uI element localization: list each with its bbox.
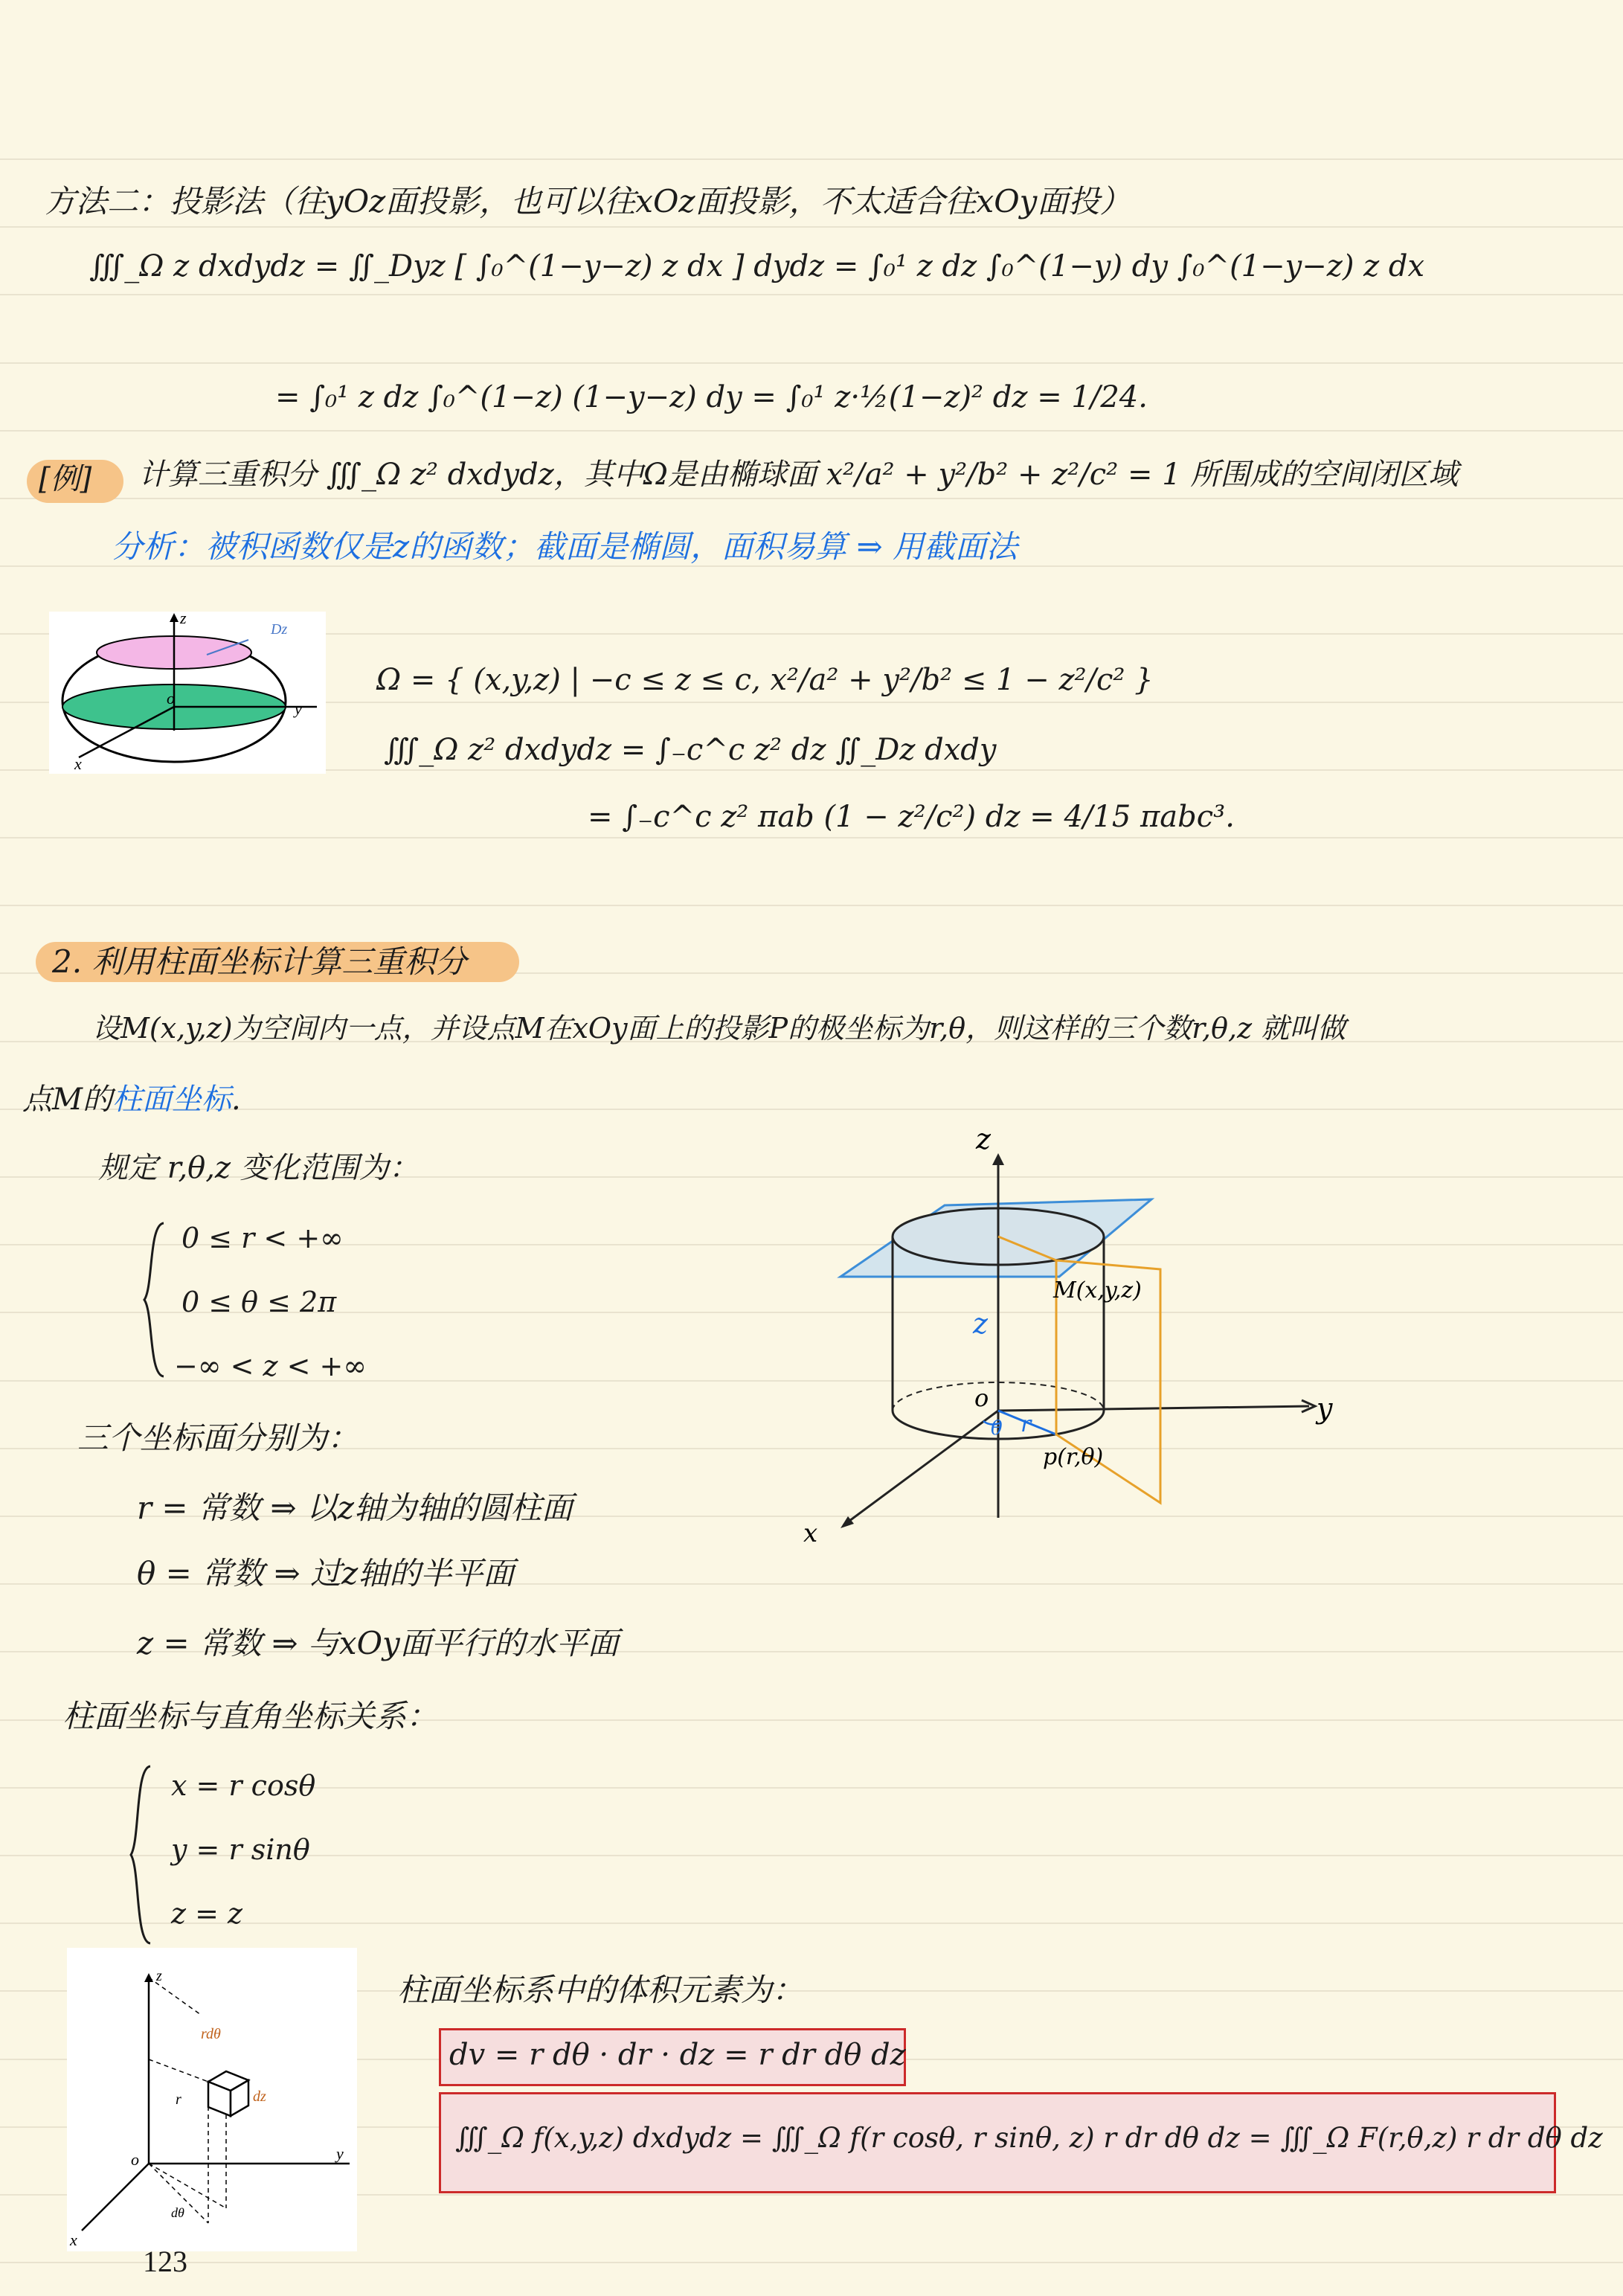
example-domain: Ω = { (x,y,z) | −c ≤ z ≤ c, x²/a² + y²/b² ≤ 1 − z²/c² } [376, 663, 1154, 697]
ruled-line [0, 158, 1623, 160]
fig2-z-height: z [973, 1307, 989, 1340]
ellipsoid-figure [49, 612, 326, 774]
fig3-dtheta-label: dθ [171, 2205, 184, 2220]
fig3-o-label: o [131, 2150, 139, 2169]
example-step1: ∭_Ω z² dxdydz = ∫₋c^c z² dz ∬_Dz dxdy [384, 733, 997, 767]
fig2-x-label: x [803, 1519, 818, 1548]
dv-formula: dv = r dθ · dr · dz = r dr dθ dz [449, 2038, 906, 2072]
fig2-r-label: r [1021, 1411, 1032, 1437]
planes-title: 三个坐标面分别为： [77, 1420, 359, 1456]
ruled-line [0, 1923, 1623, 1924]
relation-x: x = r cosθ [171, 1769, 316, 1802]
fig1-x-label: x [74, 754, 82, 773]
fig1-dz-label: Dz [271, 621, 288, 638]
x-axis-2 [843, 1411, 998, 1525]
method2-line2: = ∫₀¹ z dz ∫₀^(1−z) (1−y−z) dy = ∫₀¹ z·½(1−z)² dz = 1/24. [275, 380, 1148, 414]
plane-theta: θ = 常数 ⇒ 过z轴的半平面 [137, 1555, 515, 1591]
page-number: 123 [143, 2245, 187, 2278]
plane-r: r = 常数 ⇒ 以z轴为轴的圆柱面 [137, 1489, 573, 1526]
ruled-line [0, 362, 1623, 364]
ranges-brace [140, 1220, 170, 1379]
fig2-theta-label: θ [991, 1417, 1003, 1440]
example-step2: = ∫₋c^c z² πab (1 − z²/c²) dz = 4/15 πabc³. [588, 800, 1235, 834]
z-arrow [170, 613, 179, 622]
relation-title: 柱面坐标与直角坐标关系： [62, 1698, 438, 1734]
fig3-x-label: x [70, 2231, 77, 2249]
guide-6 [149, 2164, 226, 2208]
x-axis-3 [82, 2164, 149, 2231]
cylindrical-coordinates-term: 柱面坐标 [112, 1083, 231, 1117]
ruled-line [0, 498, 1623, 499]
section2-title: 2. 利用柱面坐标计算三重积分 [52, 943, 467, 980]
example-text: 计算三重积分 ∭_Ω z² dxdydz，其中Ω是由椭球面 x²/a² + y²/b² + z²/c² = 1 所围成的空间闭区域 [138, 458, 1459, 492]
section2-p2-suffix: . [231, 1083, 241, 1117]
ruled-line [0, 1109, 1623, 1110]
fig2-p-label: p(r,θ) [1043, 1444, 1104, 1470]
cylindrical-figure [788, 1131, 1354, 1548]
fig1-o-label: o [167, 689, 175, 708]
range-theta: 0 ≤ θ ≤ 2π [181, 1286, 337, 1318]
fig1-y-label: y [295, 699, 302, 718]
relations-brace [126, 1763, 156, 1946]
ruled-line [0, 565, 1623, 567]
fig3-z-label: z [156, 1968, 162, 1984]
integral-formula: ∭_Ω f(x,y,z) dxdydz = ∭_Ω f(r cosθ, r sinθ, z) r dr dθ dz = ∭_Ω F(r,θ,z) r dr dθ dz [455, 2122, 1603, 2154]
ruled-line [0, 226, 1623, 228]
ellipsoid-svg [49, 612, 326, 774]
range-title: 规定 r,θ,z 变化范围为： [98, 1151, 419, 1185]
guide-2 [149, 2059, 208, 2082]
fig3-y-label: y [336, 2144, 344, 2163]
ruled-line [0, 837, 1623, 838]
z-arrow-2 [992, 1153, 1004, 1165]
plane-z: z = 常数 ⇒ 与xOy面平行的水平面 [137, 1625, 619, 1661]
fig2-z-label: z [976, 1131, 992, 1155]
range-z: −∞ < z < +∞ [174, 1350, 367, 1382]
section2-p2-prefix: 点M的 [22, 1083, 112, 1117]
ruled-line [0, 2262, 1623, 2263]
section2-p1: 设M(x,y,z)为空间内一点，并设点M在xOy面上的投影P的极坐标为r,θ，则这样的三个数r,θ,z 就叫做 [92, 1012, 1346, 1045]
relation-z: z = z [171, 1897, 243, 1930]
fig2-m-label: M(x,y,z) [1053, 1277, 1142, 1303]
volume-title: 柱面坐标系中的体积元素为： [397, 1972, 804, 2008]
fig3-r-label: r [176, 2091, 181, 2108]
method2-line1: ∭_Ω z dxdydz = ∬_Dyz [ ∫₀^(1−y−z) z dx ] dydz = ∫₀¹ z dz ∫₀^(1−y) dy ∫₀^(1−y−z) z dx [89, 249, 1425, 283]
fig3-dz-label: dz [253, 2088, 266, 2105]
fig1-z-label: z [180, 612, 187, 627]
section2-p2 [22, 1083, 241, 1116]
relation-y: y = r sinθ [171, 1833, 310, 1866]
example-analysis: 分析：被积函数仅是z的函数；截面是椭圆，面积易算 ⇒ 用截面法 [112, 528, 1018, 565]
volume-element-svg [67, 1948, 357, 2251]
fig2-y-label: y [1317, 1392, 1333, 1425]
example-tag: [例] [39, 462, 92, 496]
ruled-line [0, 905, 1623, 906]
y-axis-2 [998, 1406, 1309, 1411]
ruled-line [0, 294, 1623, 295]
volume-element-figure [67, 1948, 357, 2251]
fig3-rdtheta-label: rdθ [201, 2026, 221, 2042]
range-r: 0 ≤ r < +∞ [181, 1222, 344, 1254]
fig2-o-label: o [974, 1384, 989, 1412]
ruled-line [0, 430, 1623, 432]
method2-title: 方法二：投影法（往yOz面投影，也可以往xOz面投影，不太适合往xOy面投） [45, 183, 1131, 219]
